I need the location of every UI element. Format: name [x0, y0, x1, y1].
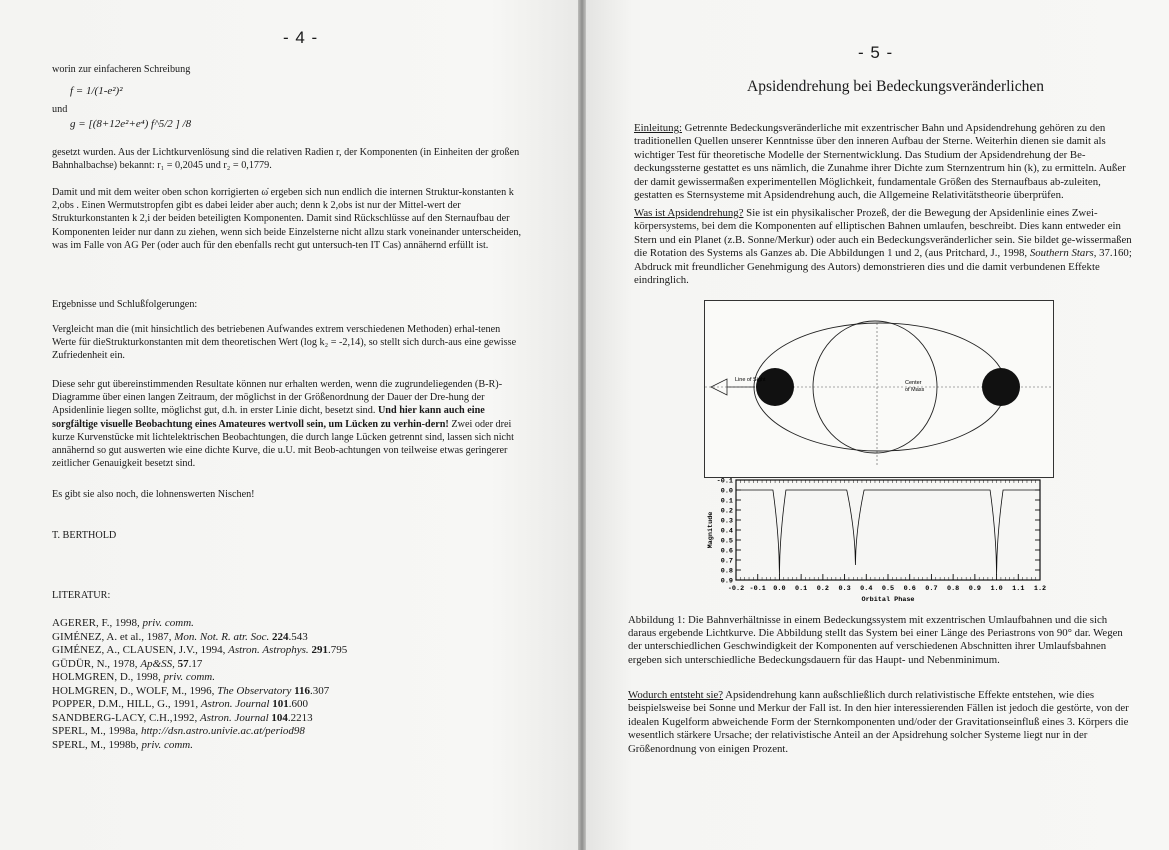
reference-authors: SPERL, M., 1998b,	[52, 738, 142, 751]
intro-line: worin zur einfacheren Schreibung	[52, 64, 191, 75]
star-right	[982, 368, 1020, 406]
reference-volume: 57	[174, 657, 189, 670]
author-name: T. BERTHOLD	[52, 530, 117, 541]
y-tick-label: 0.8	[720, 567, 733, 576]
y-tick-label: -0.1	[716, 477, 733, 486]
why-text: Apsidendrehung kann außschließlich durch relativistische Effekte entstehen, wie dies beispielsweise bei Sonne und Merkur der Fall ist. In den hier interessierenden Fällen ist jedoch die gestörte, von der idealen Kugelform abweichende Form der Sternkomponenten und/oder der Gravitationseinfluß eines 3. Körpers die wesentlich stärkere Ursache; der relativistische Anteil an der Apsidrehung solcher Systeme liegt nur in der Größenordnung von einigen Prozent.	[628, 689, 1129, 755]
center-of-mass-label-2: of Mass	[905, 387, 925, 393]
what-text-journal: Southern Stars	[1029, 247, 1094, 260]
y-tick-label: 0.3	[720, 517, 733, 526]
results-text-c: Zwei oder drei kurze Kurvenstücke mit lichtelektrischen Beobachtungen, die durch lange Lücken getrennt sind, lassen sich nicht annähernd so gut auswerten wie eine dichte Kurve, die u.U. mit Beob-achtungen von teilweise etwas geringerer zeitlicher Genauigkeit besetzt sind.	[52, 418, 514, 470]
reference-item	[52, 644, 347, 658]
reference-item	[52, 685, 347, 699]
paragraph-radii: gesetzt wurden. Aus der Lichtkurvenlösung sind die relativen Radien r, der Komponenten (in Einheiten der großen Bahnhalbachse) bekannt: r₁ = 0,2045 und r₂ = 0,1779.	[52, 147, 520, 172]
why-label: Wodurch entsteht sie?	[628, 689, 724, 701]
reference-item	[52, 725, 347, 739]
x-tick-label: 0.2	[816, 585, 829, 593]
light-curve-line	[736, 490, 1040, 575]
reference-item	[52, 658, 347, 672]
reference-page: .307	[310, 684, 330, 697]
reference-volume: 224	[269, 630, 289, 643]
article-title: Apsidendrehung bei Bedeckungsveränderlichen	[747, 78, 1044, 95]
reference-authors: AGERER, F., 1998,	[52, 617, 143, 629]
reference-journal: Mon. Not. R. atr. Soc.	[174, 630, 270, 643]
results-text-a: Diese sehr gut übereinstimmenden Resultate können nur erhalten werden, wenn die zugrundeliegenden (B-R)-Diagramme über einen langen Zeitraum, der möglichst in der Größenordnung der Dauer der Dre-hung der Apsidenlinie liegen sollte, möglichst gut, d.h. in erster Linie dicht, besetzt sind.	[52, 379, 503, 417]
reference-page: .17	[188, 657, 203, 670]
reference-authors: POPPER, D.M., HILL, G., 1991,	[52, 698, 201, 710]
reference-journal: priv. comm.	[163, 671, 215, 683]
center-of-mass-label-1: Center	[905, 380, 922, 386]
right-page-number: - 5 -	[858, 43, 894, 62]
x-tick-label: 0.1	[795, 585, 808, 593]
reference-journal: Ap&SS,	[140, 657, 175, 670]
intro-text: Getrennte Bedeckungsveränderliche mit exzentrischer Bahn und Apsidendrehung gehören zu den traditionellen Quellen unserer Kenntnisse über den inneren Aufbau der Sterne. Weiterhin dienen sie damit als wichtiger Test für theoretische Modelle der Sternentwicklung. Das Studium der Apsidendrehung der Be-deckungssterne gestattet es uns nämlich, die Zunahme ihrer Dichte zum Sternzentrum hin (k), zu ermitteln. Außer der damit gewissermaßen experimentellen Möglichkeit, fundamentale Größen des Sternaufbaus ab-zuleiten, gestatten es Sternsysteme mit Apsidendrehung auch, die Allgemeine Relativitätstheorie überprüfen.	[634, 122, 1126, 202]
reference-list	[52, 617, 347, 752]
x-tick-label: 0.5	[881, 585, 895, 593]
reference-authors: GIMÉNEZ, A. et al., 1987,	[52, 630, 175, 643]
y-tick-label: 0.0	[720, 487, 733, 496]
what-text-a: Sie ist ein physikalischer Prozeß, der die Bewegung der Apsidenlinie eines Zwei-körpersystems, bei dem die Komponenten auf elliptischen Bahnen umlaufen, beschreibt. Dies kann entweder ein Stern und ein Planet (z.B. Sonne/Merkur) oder auch ein Bedeckungsveränderlicher sein. Sie bildet ge-wissermaßen die Rotation des Systems als Ganzes ab. Die Abbildungen 1 und 2, (aus Pritchard, J., 1998,	[634, 207, 1132, 260]
y-tick-label: 0.4	[720, 527, 733, 536]
orbit-diagram	[705, 301, 1053, 477]
reference-journal: Astron. Journal	[200, 698, 270, 710]
reference-page: .600	[288, 698, 308, 710]
intro-label: Einleitung:	[634, 122, 682, 134]
paragraph-introduction	[634, 122, 1140, 202]
x-tick-label: 1.2	[1033, 585, 1047, 593]
x-tick-label: 0.8	[947, 585, 960, 593]
formula-f: f = 1/(1-e²)²	[70, 85, 123, 97]
results-heading: Ergebnisse und Schlußfolgerungen:	[52, 299, 198, 310]
x-axis-label: Orbital Phase	[861, 596, 915, 604]
y-tick-label: 0.7	[720, 557, 733, 566]
reference-authors: HOLMGREN, D., 1998,	[52, 671, 164, 683]
reference-journal: priv. comm.	[142, 617, 194, 629]
reference-page: .2213	[287, 711, 313, 724]
y-tick-label: 0.5	[720, 537, 733, 546]
reference-authors: GÜDÜR, N., 1978,	[52, 657, 141, 670]
paragraph-structure-constants: Damit und mit dem weiter oben schon korrigierten ω̇ ergeben sich nun endlich die internen Struktur-konstanten k 2,obs . Einen Wermutstropfen gibt es dabei leider aber auch; denn k 2,obs ist nur der Mittel-wert der Strukturkonstanten k 2,i der beiden beteiligten Komponenten. Damit sind Rückschlüsse auf den Sternaufbau der Komponenten leider nur dann zu ziehen, wenn sich beide Einzelsterne nicht allzu stark voneinander unterscheiden, was im Falle von AG Per (oder auch für den ebenfalls recht gut untersuch-ten IT Cas) annähernd erfüllt ist.	[52, 187, 522, 251]
x-tick-label: 0.9	[968, 585, 981, 593]
reference-authors: HOLMGREN, D., WOLF, M., 1996,	[52, 684, 218, 697]
x-tick-label: 1.0	[990, 585, 1003, 593]
und-word: und	[52, 104, 68, 115]
y-tick-label: 0.1	[720, 497, 733, 506]
y-tick-label: 0.9	[720, 577, 733, 586]
reference-journal: priv. comm.	[141, 738, 193, 751]
what-text-b: , 37.160; Abdruck mit freundlicher Genehmigung des Autors) demonstrieren dies und die damit verbundenen Effekte eindringlich.	[634, 247, 1132, 287]
results-text-bold: Und hier kann auch eine sorgfältige visuelle Beobachtung eines Amateures wertvoll sein, um Lücken zu verhin-dern!	[52, 405, 485, 430]
reference-authors: SPERL, M., 1998a,	[52, 725, 141, 737]
paragraph-why	[628, 689, 1136, 756]
what-label: Was ist Apsidendrehung?	[634, 207, 744, 219]
light-curve-chart	[704, 476, 1054, 615]
reference-page: .795	[327, 644, 348, 656]
literature-heading: LITERATUR:	[52, 590, 111, 601]
x-tick-label: -0.2	[727, 585, 745, 593]
paragraph-results	[52, 378, 522, 470]
paragraph-comparison: Vergleicht man die (mit hinsichtlich des betriebenen Aufwandes extrem verschiedenen Methoden) erhal-tenen Werte für dieStrukturkonstanten mit dem theoretischen Wert (log k₂ = -2,14), so stellt sich durch-aus eine gewisse Zufriedenheit ein.	[52, 324, 517, 362]
reference-journal: Astron. Journal	[200, 711, 269, 724]
x-tick-label: 0.4	[860, 585, 873, 593]
formula-g: g = [(8+12e²+e⁴) f^5/2 ] /8	[70, 118, 192, 130]
reference-volume: 116	[291, 684, 311, 697]
light-curve-svg	[704, 476, 1054, 610]
figure-caption: Abbildung 1: Die Bahnverhältnisse in einem Bedeckungssystem mit exzentrischen Umlaufbahnen und die sich daraus ergebende Lichtkurve. Die Abbildung stellt das System bei einer Länge des Periastrons von 90° dar. Wegen der unterschiedlichen Geschwindigkeit der Komponenten auf verschiedenen Abschnitten ihrer Umlaufsbahnen ergeben sich unterschiedliche Bedeckungsdauern für das Haupt- und Nebenminimum.	[628, 614, 1123, 666]
reference-item	[52, 698, 347, 712]
y-axis-label: Magnitude	[707, 511, 715, 549]
reference-item	[52, 671, 347, 685]
reference-item	[52, 631, 347, 645]
reference-journal: http://dsn.astro.univie.ac.at/period98	[140, 725, 305, 737]
x-tick-label: 0.0	[773, 585, 786, 593]
x-tick-label: -0.1	[749, 585, 766, 593]
reference-journal: Astron. Astrophys.	[228, 644, 309, 656]
book-gutter	[578, 0, 586, 850]
x-tick-label: 0.7	[925, 585, 938, 593]
reference-volume: 104	[268, 711, 288, 724]
star-left	[756, 368, 794, 406]
y-tick-label: 0.6	[720, 547, 733, 556]
reference-authors: SANDBERG-LACY, C.H.,1992,	[52, 711, 201, 724]
paragraph-what-is	[634, 207, 1140, 287]
reference-item	[52, 739, 347, 753]
reference-page: .543	[288, 630, 308, 643]
x-tick-label: 0.3	[838, 585, 851, 593]
reference-journal: The Observatory	[217, 684, 292, 697]
x-tick-label: 0.6	[903, 585, 916, 593]
niches-sentence: Es gibt sie also noch, die lohnenswerten Nischen!	[52, 489, 255, 500]
reference-item	[52, 712, 347, 726]
left-page-number: - 4 -	[283, 28, 319, 47]
reference-volume: 101	[269, 698, 289, 710]
reference-item	[52, 617, 347, 631]
orbit-diagram-frame	[704, 300, 1054, 478]
reference-volume: 291	[308, 644, 328, 656]
x-tick-label: 1.1	[1012, 585, 1025, 593]
y-tick-label: 0.2	[720, 507, 733, 516]
reference-authors: GIMÉNEZ, A., CLAUSEN, J.V., 1994,	[52, 644, 229, 656]
line-of-sight-label: Line of Sight	[735, 377, 766, 383]
